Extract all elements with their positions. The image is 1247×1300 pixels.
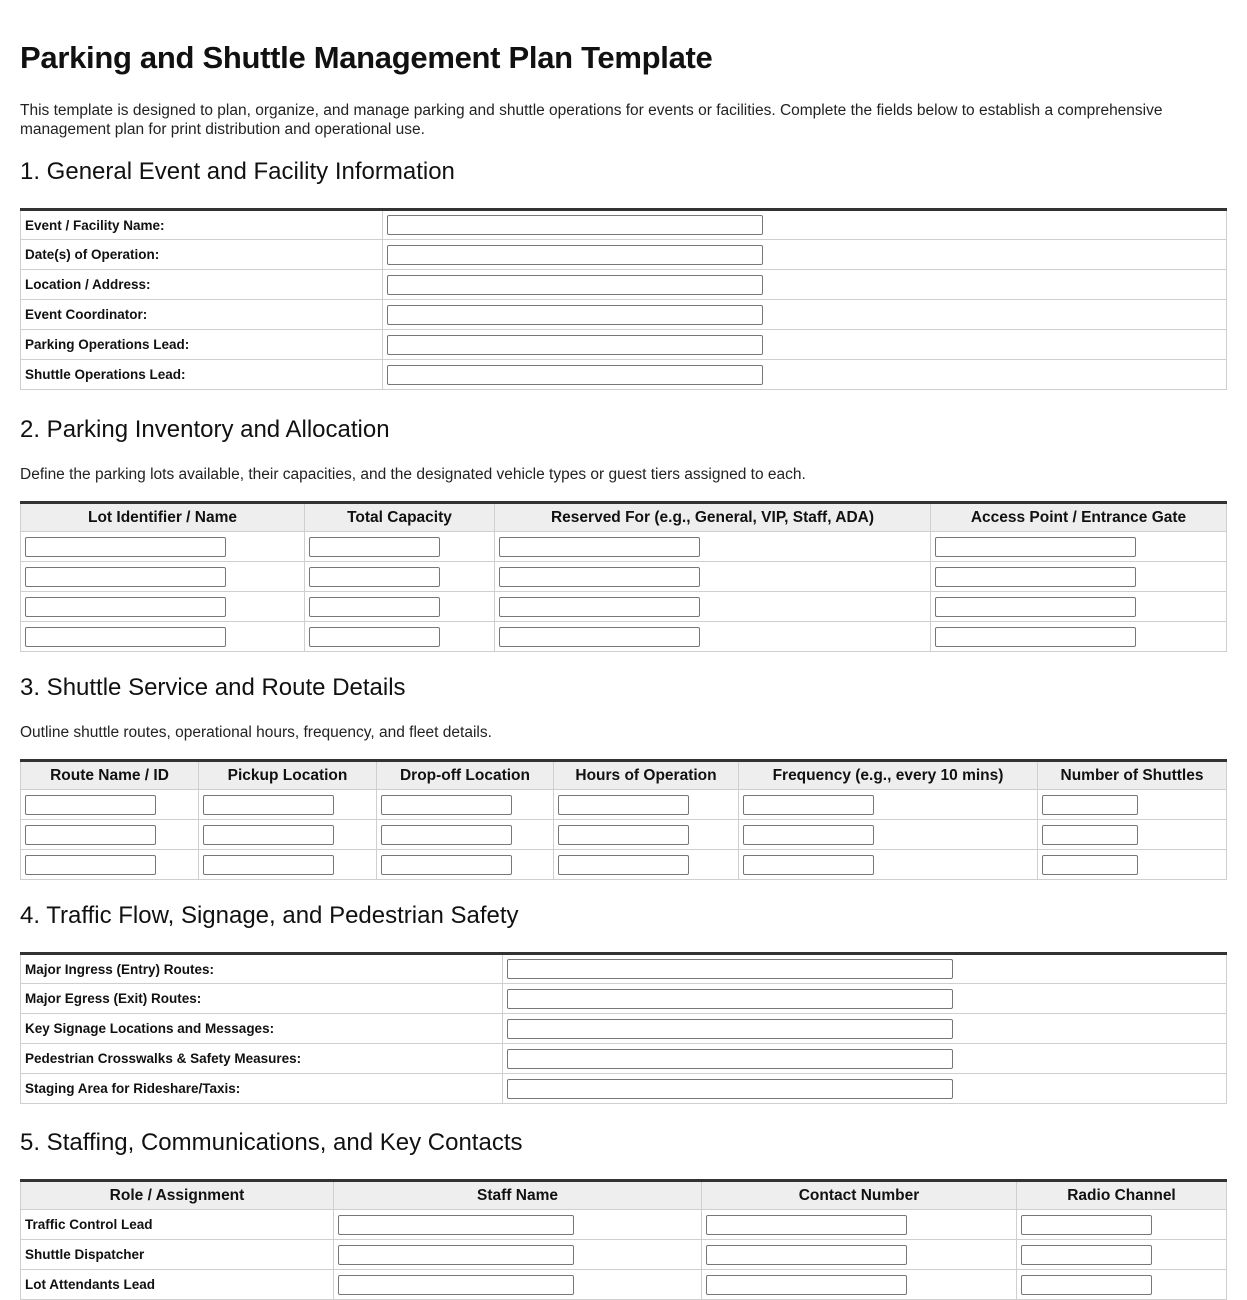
radio-channel-field[interactable] [1021,1215,1152,1235]
section5-heading: 5. Staffing, Communications, and Key Contacts [20,1129,523,1156]
radio-channel-field[interactable] [1021,1245,1152,1265]
frequency-field[interactable] [743,795,874,815]
reserved-for-field[interactable] [499,537,700,557]
column-header: Total Capacity [305,503,495,532]
table-row [21,1270,1227,1300]
signage-locations-field[interactable] [507,1019,953,1039]
pickup-location-field[interactable] [203,795,334,815]
total-capacity-field[interactable] [309,567,440,587]
staff-name-field[interactable] [338,1215,574,1235]
table-row [21,1240,1227,1270]
location-address-field[interactable] [387,275,763,295]
table-row [21,532,1227,562]
dates-of-operation-field[interactable] [387,245,763,265]
access-point-field[interactable] [935,537,1136,557]
column-header: Access Point / Entrance Gate [931,503,1227,532]
column-header: Lot Identifier / Name [21,503,305,532]
route-name-field[interactable] [25,825,156,845]
table-row [21,330,1227,360]
contact-number-field[interactable] [706,1215,907,1235]
total-capacity-field[interactable] [309,597,440,617]
dropoff-location-field[interactable] [381,795,512,815]
column-header: Radio Channel [1017,1181,1227,1210]
table-row [21,1044,1227,1074]
number-of-shuttles-field[interactable] [1042,855,1138,875]
lot-name-field[interactable] [25,567,226,587]
role-label: Lot Attendants Lead [21,1270,334,1300]
hours-of-operation-field[interactable] [558,855,689,875]
pedestrian-safety-field[interactable] [507,1049,953,1069]
pickup-location-field[interactable] [203,825,334,845]
column-header: Contact Number [702,1181,1017,1210]
row-label: Location / Address: [21,270,383,300]
access-point-field[interactable] [935,627,1136,647]
column-header: Staff Name [334,1181,702,1210]
table-row [21,984,1227,1014]
staff-name-field[interactable] [338,1245,574,1265]
column-header: Pickup Location [199,761,377,790]
general-info-table [20,208,1227,390]
section1-heading: 1. General Event and Facility Information [20,158,455,185]
row-label: Key Signage Locations and Messages: [21,1014,503,1044]
access-point-field[interactable] [935,567,1136,587]
table-header-row [21,1181,1227,1210]
frequency-field[interactable] [743,855,874,875]
reserved-for-field[interactable] [499,567,700,587]
number-of-shuttles-field[interactable] [1042,825,1138,845]
row-label: Shuttle Operations Lead: [21,360,383,390]
table-row [21,300,1227,330]
reserved-for-field[interactable] [499,597,700,617]
hours-of-operation-field[interactable] [558,825,689,845]
section2-heading: 2. Parking Inventory and Allocation [20,416,390,443]
table-header-row [21,761,1227,790]
frequency-field[interactable] [743,825,874,845]
radio-channel-field[interactable] [1021,1275,1152,1295]
section3-description: Outline shuttle routes, operational hours, frequency, and fleet details. [20,724,492,741]
row-label: Major Egress (Exit) Routes: [21,984,503,1014]
traffic-flow-table [20,952,1227,1104]
column-header: Role / Assignment [21,1181,334,1210]
row-label: Major Ingress (Entry) Routes: [21,954,503,984]
table-row [21,270,1227,300]
pickup-location-field[interactable] [203,855,334,875]
dropoff-location-field[interactable] [381,855,512,875]
lot-name-field[interactable] [25,597,226,617]
table-row [21,622,1227,652]
section3-heading: 3. Shuttle Service and Route Details [20,674,406,701]
parking-inventory-table [20,501,1227,652]
hours-of-operation-field[interactable] [558,795,689,815]
egress-routes-field[interactable] [507,989,953,1009]
event-facility-name-field[interactable] [387,215,763,235]
section2-description: Define the parking lots available, their capacities, and the designated vehicle types or guest tiers assigned to each. [20,466,806,483]
table-header-row [21,503,1227,532]
event-coordinator-field[interactable] [387,305,763,325]
column-header: Hours of Operation [554,761,739,790]
column-header: Drop-off Location [377,761,554,790]
intro-text: This template is designed to plan, organize, and manage parking and shuttle operations for events or facilities. Complete the fields below to establish a comprehensive management plan for print distribution and operational use. [20,102,1163,138]
table-row [21,850,1227,880]
parking-operations-lead-field[interactable] [387,335,763,355]
route-name-field[interactable] [25,855,156,875]
table-row [21,562,1227,592]
route-name-field[interactable] [25,795,156,815]
column-header: Reserved For (e.g., General, VIP, Staff, ADA) [495,503,931,532]
column-header: Route Name / ID [21,761,199,790]
section4-heading: 4. Traffic Flow, Signage, and Pedestrian Safety [20,902,519,929]
table-row [21,790,1227,820]
role-label: Traffic Control Lead [21,1210,334,1240]
table-row [21,820,1227,850]
row-label: Staging Area for Rideshare/Taxis: [21,1074,503,1104]
page-title: Parking and Shuttle Management Plan Template [20,40,713,75]
column-header: Number of Shuttles [1038,761,1227,790]
shuttle-operations-lead-field[interactable] [387,365,763,385]
table-row [21,210,1227,240]
rideshare-staging-field[interactable] [507,1079,953,1099]
row-label: Pedestrian Crosswalks & Safety Measures: [21,1044,503,1074]
table-row [21,360,1227,390]
row-label: Parking Operations Lead: [21,330,383,360]
row-label: Date(s) of Operation: [21,240,383,270]
access-point-field[interactable] [935,597,1136,617]
shuttle-routes-table [20,759,1227,880]
role-label: Shuttle Dispatcher [21,1240,334,1270]
row-label: Event / Facility Name: [21,210,383,240]
table-row [21,1210,1227,1240]
contact-number-field[interactable] [706,1245,907,1265]
column-header: Frequency (e.g., every 10 mins) [739,761,1038,790]
ingress-routes-field[interactable] [507,959,953,979]
reserved-for-field[interactable] [499,627,700,647]
table-row [21,1014,1227,1044]
lot-name-field[interactable] [25,537,226,557]
row-label: Event Coordinator: [21,300,383,330]
staff-name-field[interactable] [338,1275,574,1295]
lot-name-field[interactable] [25,627,226,647]
total-capacity-field[interactable] [309,627,440,647]
table-row [21,592,1227,622]
total-capacity-field[interactable] [309,537,440,557]
number-of-shuttles-field[interactable] [1042,795,1138,815]
table-row [21,240,1227,270]
staffing-contacts-table [20,1179,1227,1300]
contact-number-field[interactable] [706,1275,907,1295]
dropoff-location-field[interactable] [381,825,512,845]
table-row [21,1074,1227,1104]
table-row [21,954,1227,984]
